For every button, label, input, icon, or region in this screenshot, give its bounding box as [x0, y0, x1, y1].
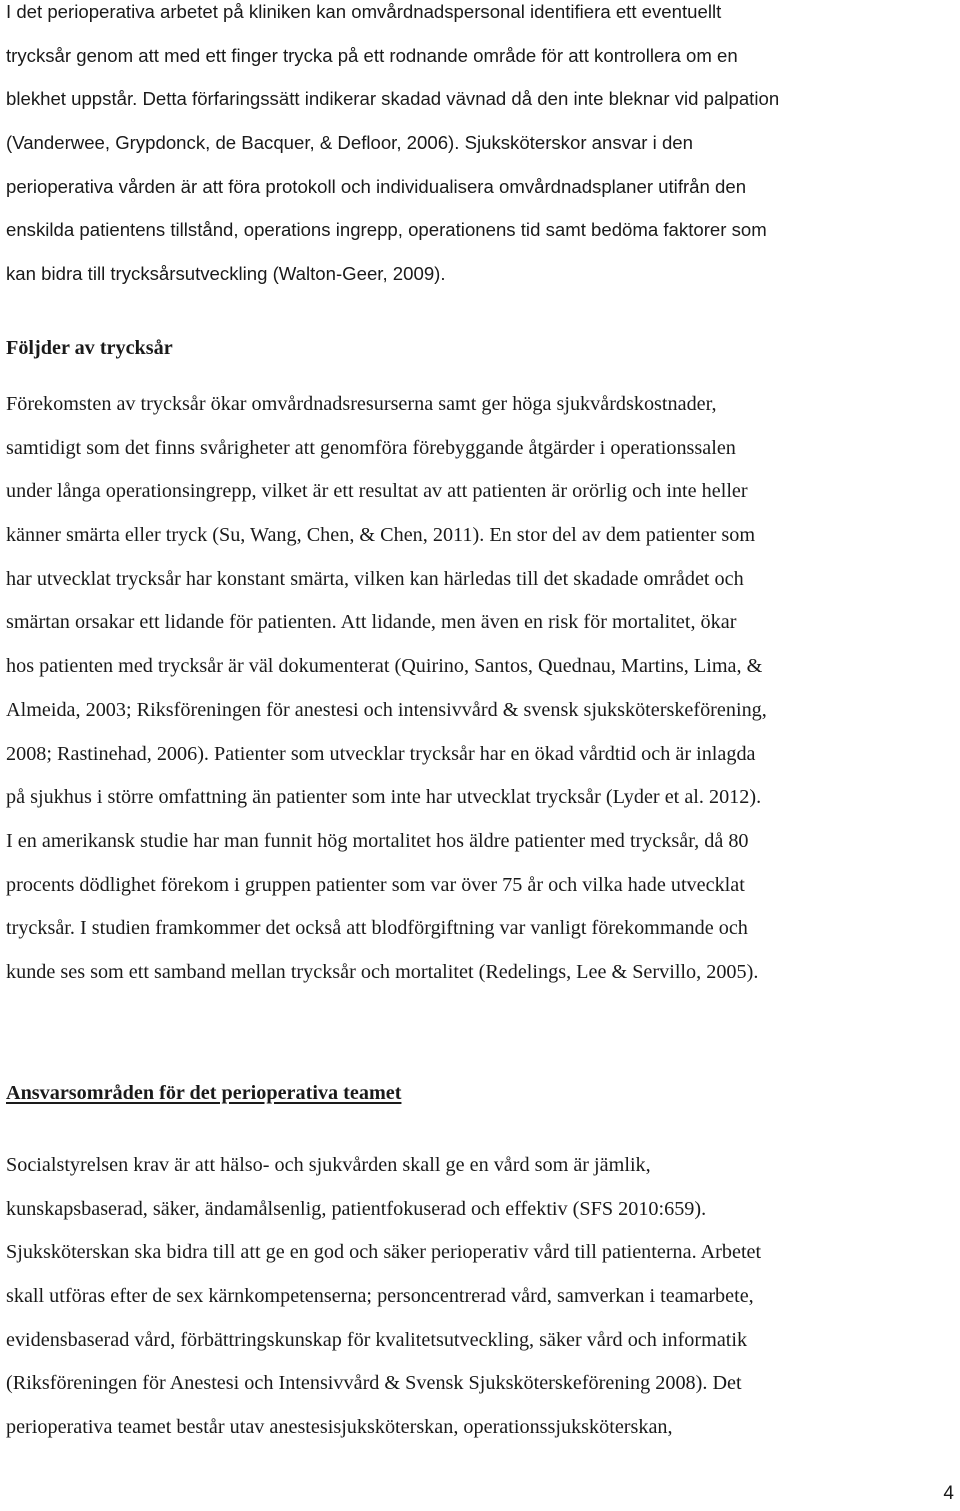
- text-line: 2008; Rastinehad, 2006). Patienter som utvecklar trycksår har en ökad vårdtid och är inlagda: [6, 742, 756, 765]
- text-fragment: Sjuksköterskor ansvar i den: [464, 132, 693, 154]
- text-line: har utvecklat trycksår har konstant smärta, vilken kan härledas till det skadade området och: [6, 567, 744, 590]
- text-line: evidensbaserad vård, förbättringskunskap för kvalitetsutveckling, säker vård och informatik: [6, 1328, 748, 1351]
- text-line: trycksår. I studien framkommer det också att blodförgiftning var vanligt förekommande och: [6, 917, 748, 940]
- text-line: på sjukhus i större omfattning än patienter som inte har utvecklat trycksår (Lyder et al. 2012).: [6, 786, 762, 809]
- text-line: kunskapsbaserad, säker, ändamålsenlig, patientfokuserad och effektiv (SFS 2010:659).: [6, 1197, 707, 1220]
- paragraph-2: [6, 383, 767, 995]
- text-line: blekhet uppstår. Detta förfaringssätt indikerar skadad vävnad då den inte bleknar vid palpation: [6, 88, 780, 110]
- text-line: trycksår genom att med ett finger trycka på ett rodnande område för att kontrollera om en: [6, 44, 738, 66]
- text-line: I en amerikansk studie har man funnit hög mortalitet hos äldre patienter med trycksår, då 80: [6, 829, 749, 852]
- text-line: under långa operationsingrepp, vilket är ett resultat av att patienten är orörlig och inte heller: [6, 480, 748, 503]
- text-line: Almeida, 2003; Riksföreningen för anestesi och intensivvård & svensk sjuksköterskeförening,: [6, 698, 767, 721]
- text-line: [6, 121, 779, 165]
- text-line: känner smärta eller tryck (Su, Wang, Chen, & Chen, 2011). En stor del av dem patienter som: [6, 524, 756, 547]
- text-line: perioperativa teamet består utav anestesisjuksköterskan, operationssjuksköterskan,: [6, 1416, 673, 1439]
- paragraph-3: [6, 1144, 761, 1450]
- text-line: kan bidra till trycksårsutveckling (Walton-Geer, 2009).: [6, 263, 446, 285]
- text-fragment: (Vanderwee, Grypdonck, de Bacquer, & Defloor, 2006).: [6, 132, 460, 154]
- text-line: samtidigt som det finns svårigheter att genomföra förebyggande åtgärder i operationssalen: [6, 436, 736, 459]
- text-line: Sjuksköterskan ska bidra till att ge en god och säker perioperativ vård till patienterna. Arbetet: [6, 1241, 762, 1264]
- text-line: Socialstyrelsen krav är att hälso- och sjukvården skall ge en vård som är jämlik,: [6, 1154, 651, 1176]
- text-line: kunde ses som ett samband mellan trycksår och mortalitet (Redelings, Lee & Servillo, 2005).: [6, 960, 759, 983]
- text-line: (Riksföreningen för Anestesi och Intensivvård & Svensk Sjuksköterskeförening 2008). Det: [6, 1372, 742, 1395]
- text-line: hos patienten med trycksår är väl dokumenterat (Quirino, Santos, Quednau, Martins, Lima, &: [6, 655, 763, 678]
- section-heading: Följder av trycksår: [6, 337, 173, 359]
- paragraph-1: [6, 0, 779, 296]
- text-line: smärtan orsakar ett lidande för patienten. Att lidande, men även en risk för mortalitet, ökar: [6, 611, 737, 634]
- page-number: 4: [943, 1483, 954, 1504]
- text-line: enskilda patientens tillstånd, operations ingrepp, operationens tid samt bedöma faktorer som: [6, 219, 767, 241]
- text-line: I det perioperativa arbetet på kliniken kan omvårdnadspersonal identifiera ett eventuellt: [6, 1, 722, 22]
- section-heading: Ansvarsområden för det perioperativa teamet: [6, 1082, 402, 1104]
- text-line: procents dödlighet förekom i gruppen patienter som var över 75 år och vilka hade utvecklat: [6, 873, 745, 896]
- text-line: Förekomsten av trycksår ökar omvårdnadsresurserna samt ger höga sjukvårdskostnader,: [6, 393, 717, 415]
- text-line: perioperativa vården är att föra protokoll och individualisera omvårdnadsplaner utifrån den: [6, 175, 747, 197]
- text-line: skall utföras efter de sex kärnkompetenserna; personcentrerad vård, samverkan i teamarbete,: [6, 1285, 754, 1308]
